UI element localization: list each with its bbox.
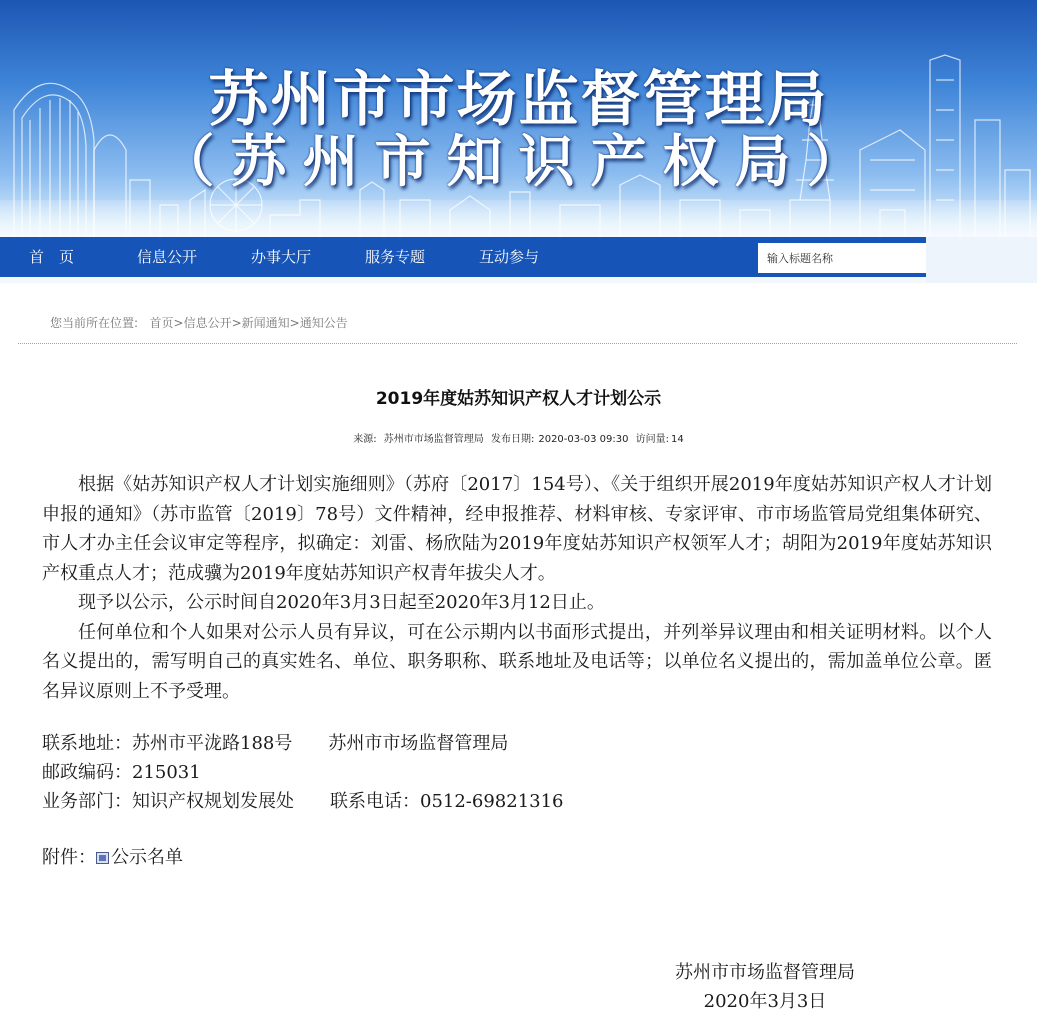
meta-source: 苏州市市场监督管理局	[383, 434, 484, 445]
breadcrumb-prefix: 您当前所在位置:	[50, 316, 139, 330]
article-paragraph: 现予以公示，公示时间自2020年3月3日起至2020年3月12日止。	[78, 592, 605, 613]
site-title: 苏州市市场监督管理局	[208, 65, 829, 135]
contact-dept: 业务部门：知识产权规划发展处	[42, 791, 294, 812]
article-meta	[0, 430, 1037, 445]
nav-item-home[interactable]: 首 页	[29, 248, 75, 266]
attachment-link[interactable]: 公示名单	[111, 847, 183, 868]
breadcrumb-link-info-public[interactable]: 信息公开	[183, 316, 232, 330]
contact-address: 联系地址：苏州市平泷路188号	[42, 733, 293, 754]
nav-item-interaction[interactable]: 互动参与	[479, 248, 540, 266]
site-subtitle: （苏州市知识产权局）	[158, 130, 879, 195]
contact-org: 苏州市市场监督管理局	[328, 733, 509, 754]
meta-visits: 14	[671, 434, 684, 445]
article-title: 2019年度姑苏知识产权人才计划公示	[375, 389, 662, 409]
breadcrumb-separator: >	[289, 316, 300, 330]
signature-org: 苏州市市场监督管理局	[675, 962, 855, 983]
meta-visits-label: 访问量:	[635, 434, 670, 445]
nav-item-topics[interactable]: 服务专题	[365, 248, 426, 266]
article-paragraph: 根据《姑苏知识产权人才计划实施细则》（苏府〔2017〕154号）、《关于组织开展2019年度姑苏知识产权人才计划申报的通知》（苏市监管〔2019〕78号）文件精神，经申报推荐、材料审核、专家评审、市市场监管局党组集体研究、市人才办主任会议审定等程序，拟确定：刘雷、杨欣陆为2019年度姑苏知识产权领军人才；胡阳为2019年度姑苏知识产权重点人才；范成骥为2019年度姑苏知识产权青年拔尖人才。	[42, 474, 992, 584]
breadcrumb-link-home[interactable]: 首页	[149, 316, 174, 330]
contact-dept-line	[42, 787, 564, 813]
article-paragraph: 任何单位和个人如果对公示人员有异议，可在公示期内以书面形式提出，并列举异议理由和相关证明材料。以个人名义提出的，需写明自己的真实姓名、单位、职务职称、联系地址及电话等；以单位名义提出的，需加盖单位公章。匿名异议原则上不予受理。	[42, 621, 992, 702]
nav-item-info-public[interactable]: 信息公开	[137, 248, 198, 266]
attachment-label: 附件：	[42, 847, 96, 868]
breadcrumb-link-notices[interactable]: 通知公告	[299, 316, 348, 330]
contact-phone: 联系电话：0512-69821316	[330, 791, 564, 812]
nav-item-service-hall[interactable]: 办事大厅	[251, 248, 312, 266]
meta-date-label: 发布日期:	[490, 434, 535, 445]
contact-postcode: 邮政编码：215031	[42, 762, 201, 783]
article-body	[42, 470, 992, 706]
breadcrumb-separator: >	[173, 316, 184, 330]
document-icon	[96, 852, 109, 864]
search-input[interactable]	[758, 243, 926, 273]
attachment-line	[42, 843, 183, 869]
contact-address-line	[42, 729, 508, 755]
meta-date: 2020-03-03 09:30	[538, 434, 629, 445]
breadcrumb-separator: >	[231, 316, 242, 330]
breadcrumb	[50, 314, 348, 331]
signature-date: 2020年3月3日	[703, 991, 827, 1012]
breadcrumb-link-news[interactable]: 新闻通知	[241, 316, 290, 330]
meta-source-label: 来源:	[353, 434, 377, 445]
breadcrumb-divider	[18, 343, 1017, 344]
